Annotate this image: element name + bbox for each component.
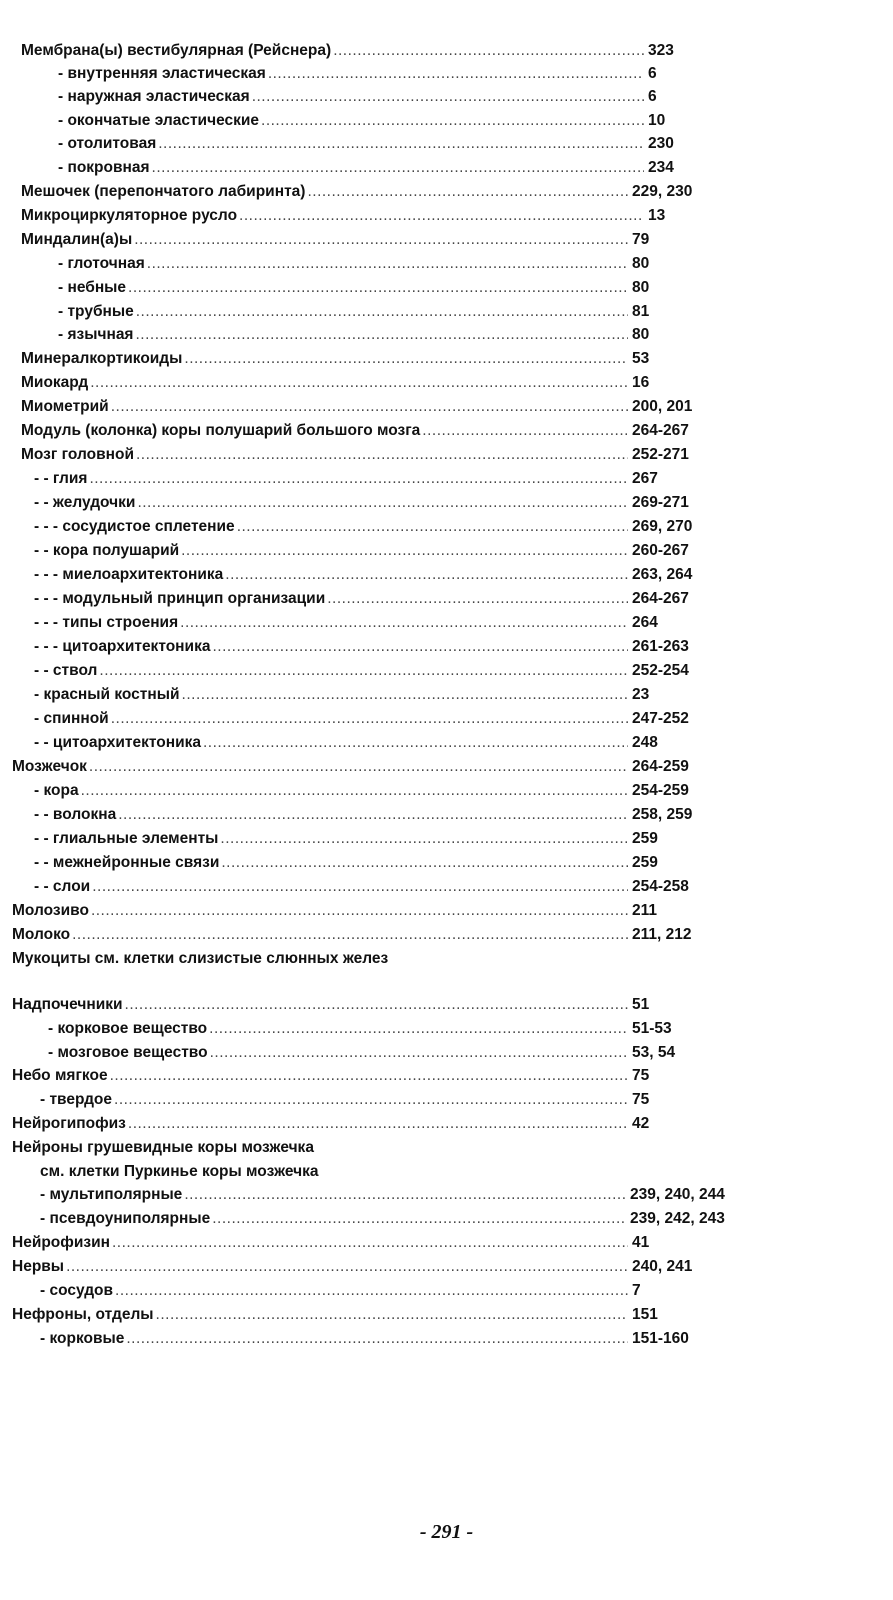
index-entry bbox=[48, 1040, 676, 1062]
index-entry bbox=[34, 466, 658, 488]
index-entry bbox=[58, 299, 650, 321]
dot-leader bbox=[220, 830, 628, 848]
index-page-ref: 79 bbox=[632, 231, 650, 248]
index-term: - мультиполярные bbox=[40, 1186, 183, 1203]
index-page-ref: 230 bbox=[648, 135, 674, 152]
index-entry bbox=[34, 514, 693, 536]
index-entry bbox=[12, 1111, 650, 1133]
index-page-ref: 81 bbox=[632, 303, 650, 320]
index-page-ref: 75 bbox=[632, 1091, 650, 1108]
index-page-ref: 260-267 bbox=[632, 542, 689, 559]
index-entry bbox=[12, 1254, 693, 1276]
index-entry bbox=[12, 1063, 650, 1085]
index-entry bbox=[34, 874, 689, 896]
index-term: - - - модульный принцип организации bbox=[34, 590, 326, 607]
dot-leader bbox=[333, 42, 644, 60]
index-entry bbox=[34, 562, 693, 584]
index-term: - псевдоуниполярные bbox=[40, 1210, 211, 1227]
dot-leader bbox=[152, 159, 644, 177]
index-term: - - желудочки bbox=[34, 494, 136, 511]
index-entry bbox=[12, 898, 658, 920]
index-term: см. клетки Пуркинье коры мозжечка bbox=[40, 1163, 319, 1180]
index-page-ref: 6 bbox=[648, 88, 657, 105]
index-page-ref: 247-252 bbox=[632, 710, 689, 727]
dot-leader bbox=[203, 734, 628, 752]
index-page-ref: 7 bbox=[632, 1282, 641, 1299]
dot-leader bbox=[91, 902, 628, 920]
dot-leader bbox=[180, 614, 628, 632]
index-term: Мукоциты см. клетки слизистые слюнных желез bbox=[12, 950, 389, 967]
index-page-ref: 211 bbox=[632, 902, 658, 919]
index-page-ref: 269-271 bbox=[632, 494, 689, 511]
index-entry bbox=[58, 84, 657, 106]
dot-leader bbox=[66, 1258, 628, 1276]
index-page-ref: 254-258 bbox=[632, 878, 689, 895]
index-term: - сосудов bbox=[40, 1282, 114, 1299]
index-entry bbox=[21, 418, 689, 440]
index-entry bbox=[40, 1326, 689, 1348]
index-term: - - волокна bbox=[34, 806, 117, 823]
index-term: - наружная эластическая bbox=[58, 88, 250, 105]
index-page-ref: 252-271 bbox=[632, 446, 689, 463]
dot-leader bbox=[225, 566, 628, 584]
dot-leader bbox=[239, 207, 644, 225]
index-page-ref: 151-160 bbox=[632, 1330, 689, 1347]
index-term: - - ствол bbox=[34, 662, 98, 679]
index-entry bbox=[34, 586, 689, 608]
index-page-ref: 261-263 bbox=[632, 638, 689, 655]
index-entry bbox=[12, 1302, 658, 1324]
index-page-ref: 239, 242, 243 bbox=[630, 1210, 725, 1227]
index-term: Миндалин(а)ы bbox=[21, 231, 133, 248]
index-term: Модуль (колонка) коры полушарий большого мозга bbox=[21, 422, 421, 439]
index-entry bbox=[58, 131, 674, 153]
index-term: - - глия bbox=[34, 470, 88, 487]
index-term: - кора bbox=[34, 782, 79, 799]
dot-leader bbox=[99, 662, 628, 680]
index-page-ref: 254-259 bbox=[632, 782, 689, 799]
index-term: Мозг головной bbox=[21, 446, 134, 463]
index-term: - - - цитоархитектоника bbox=[34, 638, 211, 655]
dot-leader bbox=[136, 303, 628, 321]
index-entry bbox=[12, 1135, 314, 1157]
index-page-ref: 252-254 bbox=[632, 662, 689, 679]
dot-leader bbox=[110, 1067, 628, 1085]
index-page-ref: 258, 259 bbox=[632, 806, 693, 823]
index-page-ref: 211, 212 bbox=[632, 926, 692, 943]
index-term: - внутренняя эластическая bbox=[58, 65, 266, 82]
index-entry bbox=[21, 203, 666, 225]
dot-leader bbox=[135, 326, 628, 344]
index-term: - - глиальные элементы bbox=[34, 830, 219, 847]
index-page-ref: 6 bbox=[648, 65, 657, 82]
dot-leader bbox=[114, 1091, 628, 1109]
index-entry bbox=[21, 370, 650, 392]
dot-leader bbox=[111, 398, 628, 416]
index-page-ref: 23 bbox=[632, 686, 650, 703]
index-entry bbox=[34, 538, 689, 560]
index-page-ref: 248 bbox=[632, 734, 658, 751]
index-term: - - слои bbox=[34, 878, 91, 895]
dot-leader bbox=[156, 1306, 628, 1324]
dot-leader bbox=[237, 518, 628, 536]
index-term: Микроциркуляторное русло bbox=[21, 207, 238, 224]
index-term: - - цитоархитектоника bbox=[34, 734, 201, 751]
index-page-ref: 80 bbox=[632, 255, 650, 272]
index-page-ref: 200, 201 bbox=[632, 398, 693, 415]
index-entry bbox=[34, 826, 658, 848]
dot-leader bbox=[137, 494, 628, 512]
index-term: - глоточная bbox=[58, 255, 145, 272]
index-page-ref: 80 bbox=[632, 279, 650, 296]
index-term: Нейрогипофиз bbox=[12, 1115, 126, 1132]
dot-leader bbox=[252, 88, 644, 106]
dot-leader bbox=[212, 638, 628, 656]
index-page-ref: 263, 264 bbox=[632, 566, 693, 583]
index-term: - небные bbox=[58, 279, 127, 296]
index-entry bbox=[34, 850, 658, 872]
index-page-ref: 323 bbox=[648, 42, 674, 59]
index-term: - - - типы строения bbox=[34, 614, 179, 631]
index-entry bbox=[21, 227, 650, 249]
dot-leader bbox=[184, 350, 628, 368]
index-entry bbox=[34, 802, 693, 824]
index-entry bbox=[58, 155, 674, 177]
index-entry bbox=[12, 946, 388, 968]
index-page-ref: 259 bbox=[632, 830, 658, 847]
index-term: - трубные bbox=[58, 303, 134, 320]
index-term: Надпочечники bbox=[12, 996, 123, 1013]
dot-leader bbox=[182, 686, 628, 704]
index-entry bbox=[21, 346, 650, 368]
index-page-ref: 53 bbox=[632, 350, 650, 367]
dot-leader bbox=[111, 710, 628, 728]
index-page-ref: 80 bbox=[632, 326, 650, 343]
index-term: Мозжечок bbox=[12, 758, 87, 775]
index-page-ref: 259 bbox=[632, 854, 658, 871]
index-term: - - межнейронные связи bbox=[34, 854, 220, 871]
index-term: - - кора полушарий bbox=[34, 542, 180, 559]
dot-leader bbox=[268, 65, 644, 83]
dot-leader bbox=[136, 446, 628, 464]
index-entry bbox=[34, 730, 658, 752]
dot-leader bbox=[115, 1282, 628, 1300]
dot-leader bbox=[128, 1115, 628, 1133]
dot-leader bbox=[307, 183, 628, 201]
index-page-ref: 269, 270 bbox=[632, 518, 693, 535]
dot-leader bbox=[128, 279, 628, 297]
index-entry bbox=[34, 706, 689, 728]
index-page-ref: 42 bbox=[632, 1115, 650, 1132]
dot-leader bbox=[125, 996, 628, 1014]
index-page-ref: 264-259 bbox=[632, 758, 689, 775]
index-entry bbox=[21, 442, 689, 464]
index-term: Миокард bbox=[21, 374, 89, 391]
index-entry bbox=[48, 1016, 672, 1038]
index-entry bbox=[34, 634, 689, 656]
index-term: Нейрофизин bbox=[12, 1234, 110, 1251]
dot-leader bbox=[92, 878, 628, 896]
index-entry bbox=[40, 1278, 641, 1300]
index-entry bbox=[12, 1230, 650, 1252]
index-entry bbox=[21, 38, 674, 60]
index-entry bbox=[58, 275, 650, 297]
index-term: Мембрана(ы) вестибулярная (Рейснера) bbox=[21, 42, 332, 59]
dot-leader bbox=[89, 758, 628, 776]
index-term: Молозиво bbox=[12, 902, 89, 919]
index-term: Мешочек (перепончатого лабиринта) bbox=[21, 183, 306, 200]
dot-leader bbox=[81, 782, 628, 800]
dot-leader bbox=[112, 1234, 628, 1252]
index-entry bbox=[34, 490, 689, 512]
dot-leader bbox=[221, 854, 628, 872]
index-page-ref: 229, 230 bbox=[632, 183, 693, 200]
index-entry bbox=[40, 1159, 318, 1181]
dot-leader bbox=[118, 806, 628, 824]
dot-leader bbox=[89, 470, 628, 488]
index-page-ref: 234 bbox=[648, 159, 674, 176]
index-page-ref: 264-267 bbox=[632, 422, 689, 439]
index-term: Молоко bbox=[12, 926, 71, 943]
index-term: Минералкортикоиды bbox=[21, 350, 183, 367]
index-term: - мозговое вещество bbox=[48, 1044, 208, 1061]
index-term: - окончатые эластические bbox=[58, 112, 260, 129]
dot-leader bbox=[158, 135, 644, 153]
index-entry bbox=[40, 1206, 725, 1228]
index-entry bbox=[58, 322, 650, 344]
index-entry bbox=[21, 394, 693, 416]
index-entry bbox=[58, 108, 666, 130]
dot-leader bbox=[90, 374, 628, 392]
index-page-ref: 264 bbox=[632, 614, 658, 631]
index-entry bbox=[12, 992, 650, 1014]
index-entry bbox=[12, 922, 692, 944]
index-term: - язычная bbox=[58, 326, 134, 343]
dot-leader bbox=[126, 1330, 628, 1348]
index-entry bbox=[40, 1087, 650, 1109]
index-page-ref: 16 bbox=[632, 374, 650, 391]
index-page-ref: 264-267 bbox=[632, 590, 689, 607]
index-term: - - - миелоархитектоника bbox=[34, 566, 224, 583]
dot-leader bbox=[422, 422, 628, 440]
index-term: Нервы bbox=[12, 1258, 65, 1275]
dot-leader bbox=[261, 112, 644, 130]
index-page-ref: 41 bbox=[632, 1234, 650, 1251]
index-page-ref: 10 bbox=[648, 112, 666, 129]
dot-leader bbox=[147, 255, 628, 273]
index-term: - спинной bbox=[34, 710, 109, 727]
index-page-ref: 13 bbox=[648, 207, 666, 224]
index-term: Миометрий bbox=[21, 398, 109, 415]
index-page-ref: 151 bbox=[632, 1306, 658, 1323]
index-entry bbox=[21, 179, 693, 201]
index-entry bbox=[12, 754, 689, 776]
index-page-ref: 51-53 bbox=[632, 1020, 672, 1037]
index-term: - - - сосудистое сплетение bbox=[34, 518, 235, 535]
index-entry bbox=[40, 1182, 725, 1204]
dot-leader bbox=[209, 1020, 628, 1038]
dot-leader bbox=[210, 1044, 628, 1062]
index-term: - корковое вещество bbox=[48, 1020, 208, 1037]
index-entry bbox=[58, 251, 650, 273]
index-term: Нейроны грушевидные коры мозжечка bbox=[12, 1139, 314, 1156]
index-page-ref: 75 bbox=[632, 1067, 650, 1084]
index-page-ref: 240, 241 bbox=[632, 1258, 693, 1275]
index-term: - отолитовая bbox=[58, 135, 157, 152]
index-page-ref: 267 bbox=[632, 470, 658, 487]
index-term: Небо мягкое bbox=[12, 1067, 108, 1084]
dot-leader bbox=[212, 1210, 626, 1228]
index-entry bbox=[34, 682, 650, 704]
index-term: - корковые bbox=[40, 1330, 125, 1347]
dot-leader bbox=[134, 231, 628, 249]
dot-leader bbox=[181, 542, 628, 560]
index-term: - красный костный bbox=[34, 686, 180, 703]
index-entry bbox=[34, 778, 689, 800]
index-page-ref: 53, 54 bbox=[632, 1044, 676, 1061]
index-term: - покровная bbox=[58, 159, 150, 176]
page-number: - 291 - bbox=[419, 1521, 474, 1543]
index-page-ref: 51 bbox=[632, 996, 650, 1013]
index-term: Нефроны, отделы bbox=[12, 1306, 154, 1323]
index-entry bbox=[58, 61, 657, 83]
dot-leader bbox=[72, 926, 628, 944]
dot-leader bbox=[327, 590, 628, 608]
index-entry bbox=[34, 610, 658, 632]
index-entry bbox=[34, 658, 689, 680]
dot-leader bbox=[184, 1186, 626, 1204]
index-term: - твердое bbox=[40, 1091, 113, 1108]
index-page-ref: 239, 240, 244 bbox=[630, 1186, 725, 1203]
